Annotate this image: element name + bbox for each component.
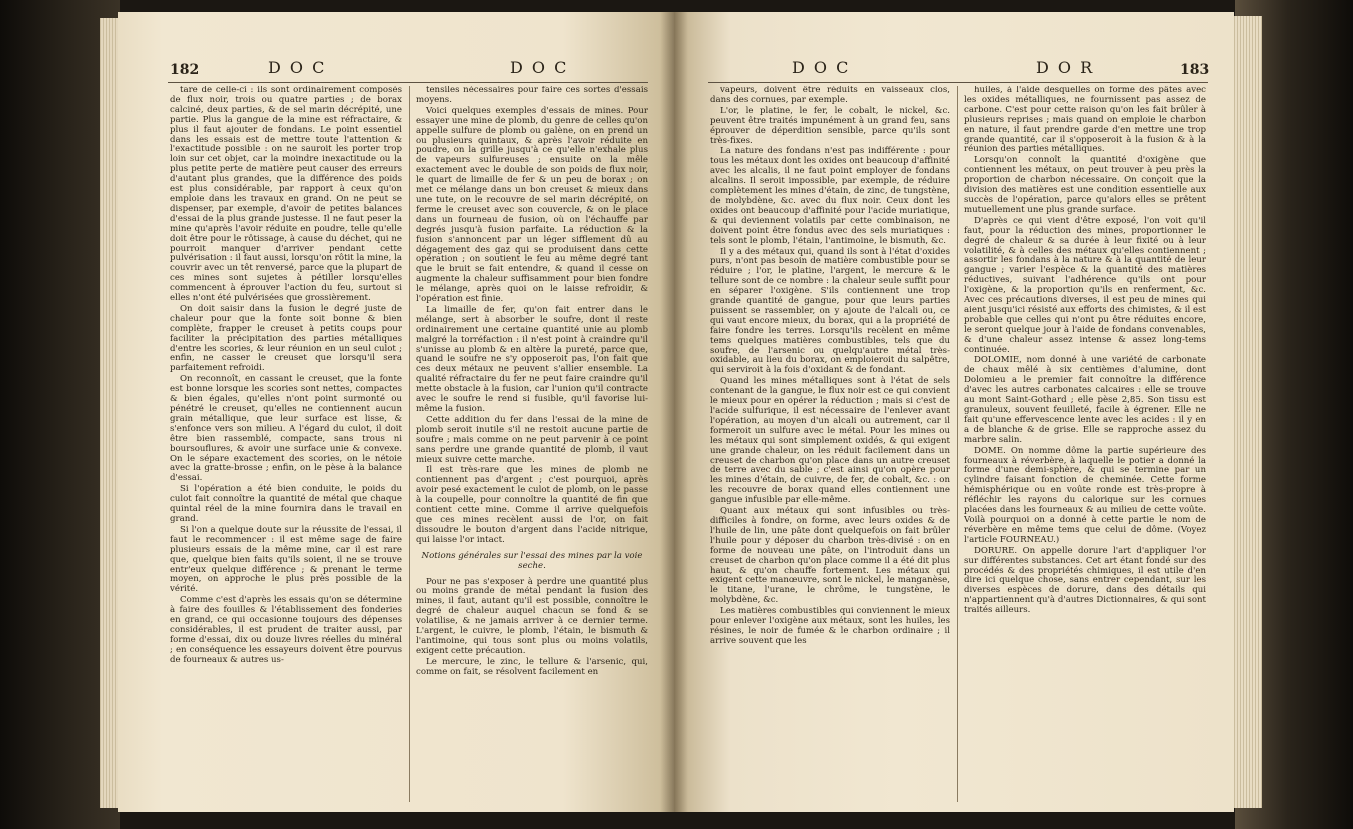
paragraph: Si l'on a quelque doute sur la réussite de l'essai, il faut le recommencer : il est même sage de faire plusieurs essais de la même mine, car il est rare que, quelque bien faits qu'ils soient, il ne se trouve entr'eux quelque différence ; & prenant le terme moyen, on approche le plus près possible de la vérité. bbox=[170, 524, 402, 595]
right-page bbox=[674, 12, 1234, 812]
left-page-number: 182 bbox=[170, 62, 200, 78]
left-running-head-1: D O C bbox=[268, 58, 327, 77]
paragraph: Il est très-rare que les mines de plomb ne contiennent pas d'argent ; c'est pourquoi, après avoir pesé exactement le culot de plomb, on le passe à la coupelle, pour connoître la quantité de fin que contient cette mine. Comme il arrive quelquefois que ces mines recèlent aussi de l'or, on fait dissoudre le bouton d'argent dans l'acide nitrique, qui laisse l'or intact. bbox=[416, 465, 648, 545]
paragraph: Comme c'est d'après les essais qu'on se détermine à faire des fouilles & l'établissement des fonderies en grand, ce qui occasionne toujours des dépenses considérables, il est prudent de traiter aussi, par forme d'essai, dix ou douze livres réelles du minéral ; en conséquence les essayeurs doivent être pourvus de fourneaux & autres us- bbox=[170, 595, 402, 665]
right-page-number: 183 bbox=[1180, 62, 1210, 78]
entry-dorure: DORURE. On appelle dorure l'art d'appliquer l'or sur différentes substances. Cet art étant fondé sur des procédés & des propriétés chimiques, il est utile d'en dire ici quelque chose, sans entrer cependant, sur les diverses espèces de dorure, dans des détails qui n'appartiennent qu'à d'autres Dictionnaires, & qui sont traités ailleurs. bbox=[964, 545, 1206, 616]
right-column-divider bbox=[957, 86, 958, 802]
left-column-2 bbox=[416, 86, 648, 802]
paragraph: La limaille de fer, qu'on fait entrer dans le mélange, sert à absorber le soufre, dont il reste ordinairement une certaine quantité unie au plomb malgré la torréfaction : il n'est point à craindre qu'il s'unisse au plomb & en altère la pureté, parce que, quand le soufre ne s'y opposeroit pas, l'on fait que ces deux métaux ne peuvent s'allier ensemble. La qualité réfractaire du fer ne peut faire craindre qu'il mette obstacle à la fusion, car l'union qu'il contracte avec le soufre le rend si fusible, qu'il favorise lui-même la fusion. bbox=[416, 304, 648, 414]
book-gutter bbox=[660, 12, 688, 812]
left-header-rule bbox=[168, 82, 648, 83]
paragraph: Voici quelques exemples d'essais de mines. Pour essayer une mine de plomb, du genre de celles qu'on appelle sulfure de plomb ou galène, on en prend un ou plusieurs quintaux, & après l'avoir réduite en poudre, on la grille jusqu'à ce qu'elle n'exhale plus de vapeurs sulfureuses ; ensuite on la mêle exactement avec le double de son poids de flux noir, le quart de limaille de fer & un peu de borax ; on met ce mélange dans un bon creuset & mieux dans une tute, on le recouvre de sel marin décrépité, on ferme le creuset avec son couvercle, & on le place dans un fourneau de fusion, où on l'échauffe par degrés jusqu'à fusion parfaite. La réduction & la fusion s'annoncent par un léger sifflement dû au dégagement des gaz qui se produisent dans cette opération ; on soutient le feu au même degré tant que le bruit se fait entendre, & quand il cesse on augmente la chaleur suffisamment pour bien fondre le mélange, après quoi on le laisse refroidir, & l'opération est finie. bbox=[416, 105, 648, 305]
paragraph: On reconnoît, en cassant le creuset, que la fonte est bonne lorsque les scories sont nettes, compactes & bien égales, qu'elles n'ont point surmonté ou pénétré le creuset, qu'elles ne contiennent aucun grain métallique, que leur surface est lisse, & s'enfonce vers son milieu. A l'égard du culot, il doit être bien rassemblé, compacte, sans trous ni boursouflures, & avoir une surface unie & convexe. On le sépare exactement des scories, on le nétoie avec la gratte-brosse ; enfin, on le pèse à la balance d'essai. bbox=[170, 374, 402, 484]
right-column-2 bbox=[964, 86, 1206, 802]
page-edges-right bbox=[1232, 16, 1262, 808]
right-column-1 bbox=[710, 86, 950, 802]
entry-dolomie: DOLOMIE, nom donné à une variété de carbonate de chaux mêlé à six centièmes d'alumine, dont Dolomieu a le premier fait connoître la différence d'avec les autres carbonates calcaires : elle se trouve au mont Saint-Gothard ; elle pèse 2,85. Son tissu est granuleux, souvent feuilleté, facile à égrener. Elle ne fait qu'une effervescence lente avec les acides : il y en a de blanche & de grise. Elle se rapproche assez du marbre salin. bbox=[964, 355, 1206, 445]
entry-dome: DOME. On nomme dôme la partie supérieure des fourneaux à réverbère, à laquelle le potier a donné la forme d'une demi-sphère, & qui se termine par un cylindre faisant fonction de cheminée. Cette forme hémisphérique ou en voûte ronde est très-propre à réfléchir les rayons du calorique sur les cornues placées dans les fourneaux & au milieu de cette voûte. Voilà pourquoi on a donné à cette partie le nom de réverbère en même tems que celui de dôme. (Voyez l'article FOURNEAU.) bbox=[964, 445, 1206, 545]
paragraph: Lorsqu'on connoît la quantité d'oxigène que contiennent les métaux, on peut trouver à peu près la proportion de charbon nécessaire. On conçoit que la division des matières est une condition essentielle aux succès de l'opération, parce qu'alors elles se prêtent mutuellement une plus grande surface. bbox=[964, 155, 1206, 215]
right-header-rule bbox=[708, 82, 1208, 83]
paragraph: vapeurs, doivent être réduits en vaisseaux clos, dans des cornues, par exemple. bbox=[710, 86, 950, 105]
paragraph: Les matières combustibles qui conviennent le mieux pour enlever l'oxigène aux métaux, sont les huiles, les résines, le noir de fumée & le charbon ordinaire ; il arrive souvent que les bbox=[710, 606, 950, 646]
paragraph: Quand les mines métalliques sont à l'état de sels contenant de la gangue, le flux noir est ce qui convient le mieux pour en opérer la réduction ; mais si c'est de l'acide sulfurique, il est nécessaire de l'enlever avant l'opération, au moyen d'un alcali ou autrement, car il formeroit un sulfure avec le métal. Pour les mines ou les métaux qui sont simplement oxidés, & qui exigent une grande chaleur, on les réduit facilement dans un creuset de charbon qu'on place dans un autre creuset de terre avec du sable ; c'est ainsi qu'on opère pour les mines d'étain, de cuivre, de fer, de cobalt, &c. : on les recouvre de borax quand elles contiennent une gangue infusible par elle-même. bbox=[710, 376, 950, 506]
left-column-divider bbox=[409, 86, 410, 802]
paragraph: Il y a des métaux qui, quand ils sont à l'état d'oxides purs, n'ont pas besoin de matière combustible pour se réduire ; l'or, le platine, l'argent, le mercure & le tellure sont de ce nombre : la chaleur seule suffit pour en séparer l'oxigène. S'ils contiennent une trop grande quantité de gangue, pour que leurs parties puissent se rassembler, on y ajoute de l'alcali ou, ce qui vaut encore mieux, du borax, qui a la propriété de faire fondre les terres. Lorsqu'ils recèlent en même tems quelques matières combustibles, tels que du soufre, de l'arsenic ou quelqu'autre métal très-oxidable, au lieu du borax, on emploieroit du salpêtre, qui serviroit à la fois d'oxidant & de fondant. bbox=[710, 246, 950, 376]
paragraph: tensiles nécessaires pour faire ces sortes d'essais moyens. bbox=[416, 86, 648, 105]
right-running-head-2: D O R bbox=[1036, 58, 1095, 77]
right-running-head-1: D O C bbox=[792, 58, 851, 77]
paragraph: Pour ne pas s'exposer à perdre une quantité plus ou moins grande de métal pendant la fusion des mines, il faut, autant qu'il est possible, connoître le degré de chaleur auquel chacun se fond & se volatilise, & ne jamais arriver à ce dernier terme. L'argent, le cuivre, le plomb, l'étain, le bismuth & l'antimoine, qui tous sont plus ou moins volatils, exigent cette précaution. bbox=[416, 576, 648, 656]
paragraph: On doit saisir dans la fusion le degré juste de chaleur pour que la fonte soit bonne & bien complète, frapper le creuset à petits coups pour faciliter la précipitation des parties métalliques d'entre les scories, & leur réunion en un seul culot ; enfin, ne casser le creuset que lorsqu'il sera parfaitement refroidi. bbox=[170, 303, 402, 374]
paragraph: L'or, le platine, le fer, le cobalt, le nickel, &c. peuvent être traités impunément à un grand feu, sans éprouver de déperdition sensible, parce qu'ils sont très-fixes. bbox=[710, 105, 950, 146]
paragraph: D'après ce qui vient d'être exposé, l'on voit qu'il faut, pour la réduction des mines, proportionner le degré de chaleur & sa durée à leur fixité ou à leur volatilité, & à celles des métaux qu'elles contiennent ; assortir les fondans à la nature & à la quantité de leur gangue ; varier l'espèce & la quantité des matières réductives, suivant l'adhérence qu'ils ont pour l'oxigène, & la proportion qu'ils en renferment, &c. Avec ces précautions diverses, il est peu de mines qui aient jusqu'ici résisté aux efforts des chimistes, & il est probable que celles qui n'ont pu être réduites encore, le seront quelque jour à l'aide de fondans convenables, & d'une chaleur assez intense & assez long-tems continuée. bbox=[964, 215, 1206, 355]
left-column-1 bbox=[170, 86, 402, 802]
paragraph: Cette addition du fer dans l'essai de la mine de plomb seroit inutile s'il ne restoit aucune partie de soufre ; mais comme on ne peut parvenir à ce point sans perdre une grande quantité de plomb, il vaut mieux suivre cette marche. bbox=[416, 414, 648, 465]
paragraph: Le mercure, le zinc, le tellure & l'arsenic, qui, comme on fait, se résolvent facilement en bbox=[416, 656, 648, 677]
left-page bbox=[118, 12, 674, 812]
paragraph: tare de celle-ci : ils sont ordinairement composés de flux noir, trois ou quatre parties ; de borax calciné, deux parties, & de sel marin décrépité, une partie. Plus la gangue de la mine est réfractaire, & plus il faut ajouter de fondans. Le point essentiel dans les essais est de mettre toute l'attention & l'exactitude possible : on ne sauroit les porter trop loin sur cet objet, car la moindre inexactitude ou la plus petite perte de matière peut causer des erreurs d'autant plus grandes, que la différence des poids est plus considérable, par rapport à ceux qu'on emploie dans les travaux en grand. On ne peut se dispenser, par exemple, d'avoir de petites balances d'essai de la plus grande justesse. Il ne faut peser la mine qu'après l'avoir réduite en poudre, telle qu'elle doit être pour le rôtissage, à cause du déchet, qui ne pourroit manquer d'arriver pendant cette pulvérisation : il faut aussi, lorsqu'on rôtit la mine, la couvrir avec un têt renversé, parce que la plupart de ces mines sont sujetes à pétiller lorsqu'elles commencent à éprouver l'action du feu, surtout si elles n'ont été pulvérisées que grossièrement. bbox=[170, 86, 402, 304]
paragraph: huiles, à l'aide desquelles on forme des pâtes avec les oxides métalliques, ne fournissent pas assez de carbone. C'est pour cette raison qu'on les fait brûler à plusieurs reprises ; mais quand on emploie le charbon en nature, il faut prendre garde d'en mettre une trop grande quantité, car il s'opposeroit à la fusion & à la réunion des parties métalliques. bbox=[964, 86, 1206, 155]
left-running-head-2: D O C bbox=[510, 58, 569, 77]
section-heading: Notions générales sur l'essai des mines par la voie seche. bbox=[421, 550, 643, 571]
paragraph: Quant aux métaux qui sont infusibles ou très-difficiles à fondre, on forme, avec leurs oxides & de l'huile de lin, une pâte dont quelquefois on fait brûler l'huile pour y déposer du charbon très-divisé : on en forme de nouveau une pâte, on l'introduit dans un creuset de charbon qu'on place comme il a été dit plus haut, & qu'on chauffe fortement. Les métaux qui exigent cette manœuvre, sont le nickel, le manganèse, le titane, l'urane, le chrôme, le tungstène, le molybdène, &c. bbox=[710, 506, 950, 606]
paragraph: Si l'opération a été bien conduite, le poids du culot fait connoître la quantité de métal que chaque quintal réel de la mine fournira dans le travail en grand. bbox=[170, 484, 402, 524]
paragraph: La nature des fondans n'est pas indifférente : pour tous les métaux dont les oxides ont beaucoup d'affinité avec les alcalis, il ne faut point employer de fondans alcalins. Il seroit impossible, par exemple, de réduire complètement les mines d'étain, de zinc, de tungstène, de molybdène, &c. avec du flux noir. Ceux dont les oxides ont beaucoup d'affinité pour l'acide muriatique, & qui deviennent volatils par cette combinaison, ne doivent point être fondus avec des sels muriatiques : tels sont le plomb, l'étain, l'antimoine, le bismuth, &c. bbox=[710, 146, 950, 246]
